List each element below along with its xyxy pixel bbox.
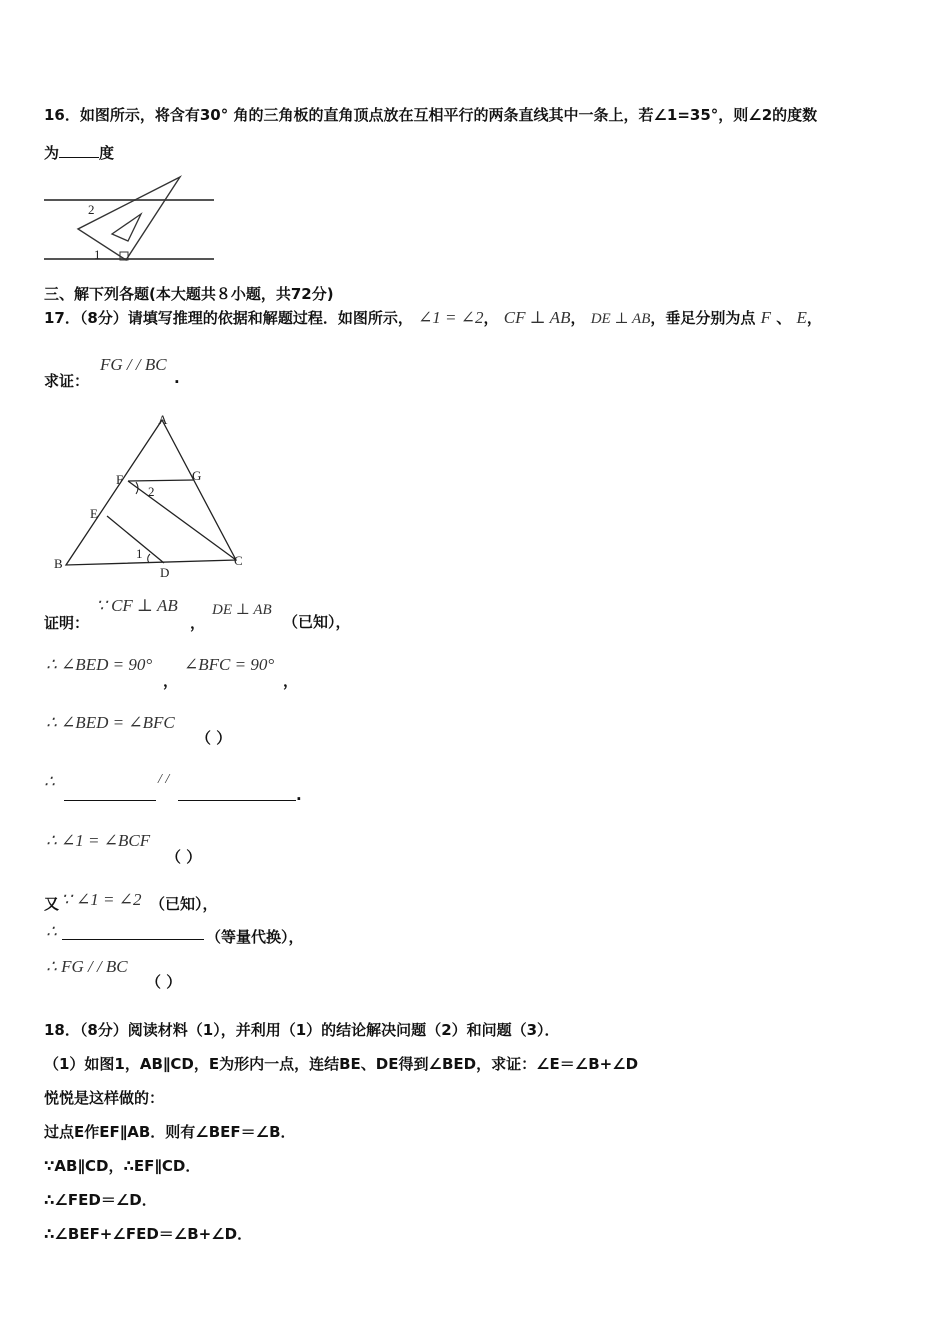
proof-line4-parallel: / /	[158, 772, 170, 787]
q17-tail: ，垂足分别为点	[650, 309, 756, 327]
q17-de-perp-ab: DE ⊥ AB	[590, 311, 651, 327]
label-angle2: 2	[148, 484, 155, 499]
q17-end-comma: ，	[806, 309, 822, 327]
label-e: E	[90, 506, 98, 521]
q18-line6: ∴∠FED＝∠D．	[44, 1191, 157, 1209]
q17-prove-label: 求证：	[44, 372, 90, 390]
proof-line3-math: ∴ ∠BED = ∠BFC	[46, 713, 175, 732]
set-square-inner	[112, 214, 141, 241]
q17-point-f: F	[760, 308, 771, 327]
proof-line1-known: （已知），	[283, 613, 351, 631]
q16-line2	[44, 142, 114, 163]
q17-comma: ，	[483, 309, 499, 327]
proof-line6-math: ∵ ∠1 = ∠2	[61, 890, 142, 909]
q17-comma-2: ，	[570, 309, 586, 327]
q17-triangle-figure	[44, 410, 254, 585]
q16-line1: 16．如图所示，将含有30° 角的三角板的直角顶点放在互相平行的两条直线其中一条上，若∠1=35°，则∠2的度数	[44, 106, 818, 124]
proof-line8-math: ∴ FG / / BC	[46, 957, 128, 976]
proof-line2-end: ，	[283, 672, 299, 690]
label-c: C	[234, 553, 243, 568]
proof-line7-blank[interactable]	[62, 925, 204, 940]
q16-answer-blank[interactable]	[59, 143, 99, 158]
q16-angle1-label: 1	[94, 247, 101, 262]
angle1-arc	[148, 554, 150, 563]
q16-figure	[44, 174, 219, 266]
q18-line1: 18．（8分）阅读材料（1），并利用（1）的结论解决问题（2）和问题（3）．	[44, 1021, 560, 1039]
q17-intro: 17．（8分）请填写推理的依据和解题过程．如图所示，	[44, 309, 413, 327]
proof-line7-therefore: ∴	[46, 922, 57, 941]
label-b: B	[54, 556, 63, 571]
label-g: G	[192, 468, 202, 483]
q18-line3: 悦悦是这样做的：	[44, 1089, 165, 1107]
proof-line4-blank-left[interactable]	[64, 786, 156, 801]
proof-line2-math2: ∠BFC = 90°	[184, 655, 275, 674]
proof-line1-math1: ∵ CF ⊥ AB	[96, 596, 178, 615]
label-angle1: 1	[136, 546, 143, 561]
proof-line8-reason-blank[interactable]: （ ）	[146, 973, 182, 991]
q17-statement	[44, 307, 822, 328]
proof-line4-end: .	[296, 786, 302, 804]
q16-angle2-label: 2	[88, 202, 95, 217]
label-f: F	[116, 472, 124, 487]
q18-line4: 过点E作EF∥AB．则有∠BEF＝∠B．	[44, 1123, 296, 1141]
q17-prove-end: .	[174, 369, 180, 387]
section-3-heading: 三、解下列各题(本大题共８小题，共72分)	[44, 285, 334, 303]
proof-line4-blank-right[interactable]	[178, 786, 296, 801]
q17-angle-equal: ∠1 = ∠2	[418, 308, 484, 327]
q16-pre: 为	[44, 144, 60, 162]
q18-line2: （1）如图1，AB∥CD，E为形内一点，连结BE、DE得到∠BED，求证：∠E＝∠B+∠D	[44, 1055, 639, 1073]
label-a: A	[158, 412, 168, 427]
q17-prove-math: FG / / BC	[100, 355, 167, 374]
q17-sep: 、	[776, 309, 792, 327]
proof-line2-math1: ∴ ∠BED = 90°	[46, 655, 153, 674]
q17-cf-perp-ab: CF ⊥ AB	[503, 308, 571, 327]
q17-point-e: E	[796, 308, 807, 327]
proof-line1-math2: DE ⊥ AB	[212, 602, 272, 618]
proof-line6-pre: 又	[44, 895, 60, 913]
proof-line5-reason-blank[interactable]: （ ）	[166, 848, 202, 866]
proof-label: 证明：	[44, 614, 90, 632]
segment-fc	[128, 481, 236, 560]
q18-line7: ∴∠BEF+∠FED＝∠B+∠D．	[44, 1225, 253, 1243]
q18-line5: ∵AB∥CD，∴EF∥CD．	[44, 1157, 201, 1175]
proof-line5-math: ∴ ∠1 = ∠BCF	[46, 831, 151, 850]
proof-line1-comma: ，	[190, 614, 206, 632]
segment-fg	[128, 480, 194, 481]
proof-line7-reason: （等量代换），	[206, 928, 304, 946]
proof-line3-reason-blank[interactable]: （ ）	[196, 729, 232, 747]
proof-line2-comma: ，	[163, 672, 179, 690]
q16-post: 度	[99, 144, 115, 162]
proof-line4	[44, 772, 55, 792]
proof-line6-known: （已知），	[150, 895, 218, 913]
proof-line4-therefore: ∴	[44, 772, 55, 791]
label-d: D	[160, 565, 170, 580]
